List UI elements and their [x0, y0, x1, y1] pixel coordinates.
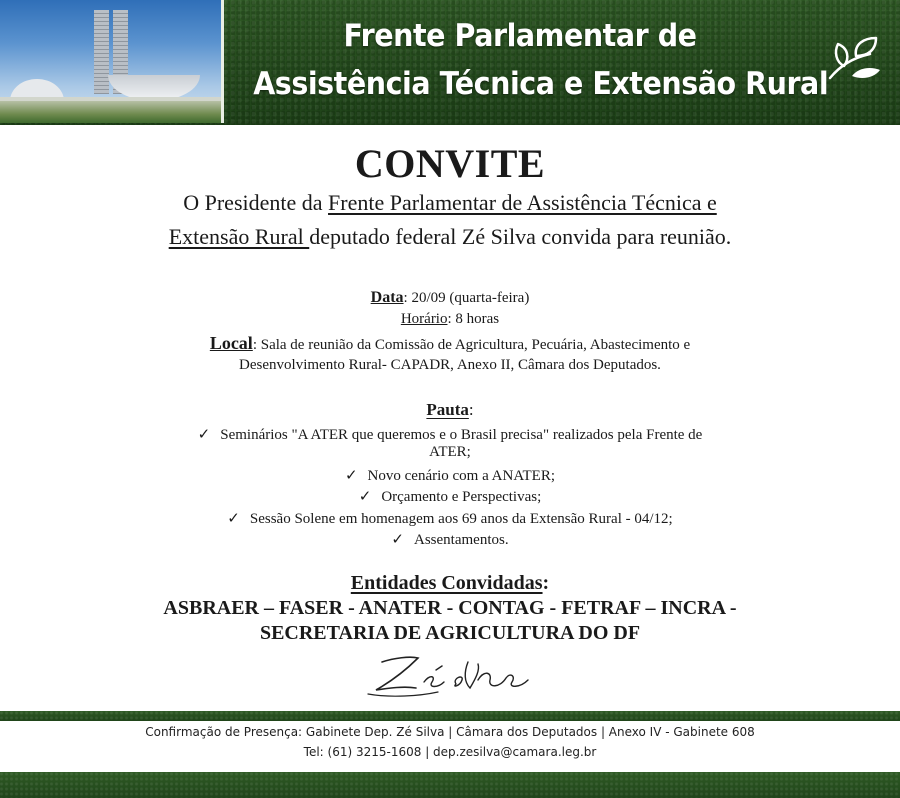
checkmark-icon: ✓: [227, 511, 240, 527]
time-line: [0, 311, 900, 328]
checkmark-icon: ✓: [344, 468, 358, 484]
checkmark-icon: ✓: [391, 532, 404, 548]
guests-heading-label: Entidades Convidadas: [350, 572, 543, 594]
header-title-line-2: Assistência Técnica e Extensão Rural: [253, 66, 829, 102]
place-value-1: : Sala de reunião da Comissão de Agricultura, Pecuária, Abastecimento e: [252, 337, 691, 353]
agenda-item-3: [0, 487, 900, 506]
agenda-item-4-text: Sessão Solene em homenagem aos 69 anos da Extensão Rural - 04/12;: [249, 511, 673, 527]
header-title: [253, 12, 829, 108]
agenda-item-5: [0, 530, 900, 549]
guests-line-1: ASBRAER – FASER - ANATER - CONTAG - FETRAF – INCRA -: [163, 597, 737, 619]
footer-contact-line-2: Tel: (61) 3215-1608 | dep.zesilva@camara.leg.br: [303, 745, 597, 759]
agenda-item-2: [0, 466, 900, 485]
footer-bottom-bar: [0, 772, 900, 798]
guests-heading: [0, 572, 900, 595]
header-banner: [0, 0, 900, 125]
leaf-icon: [826, 36, 882, 82]
agenda-item-1-continued: ATER;: [429, 444, 471, 460]
agenda-heading-colon: :: [468, 400, 474, 419]
agenda-heading-label: Pauta: [426, 400, 469, 419]
agenda-item-3-text: Orçamento e Perspectivas;: [381, 489, 542, 505]
signature: [360, 648, 540, 700]
agenda-heading: [0, 400, 900, 420]
time-label: Horário: [400, 311, 448, 327]
place-line-2: Desenvolvimento Rural- CAPADR, Anexo II, Câmara dos Deputados.: [239, 357, 661, 373]
intro-suffix: deputado federal Zé Silva convida para reunião.: [309, 224, 732, 249]
tower-left: [94, 10, 109, 94]
intro-line-1: [0, 190, 900, 216]
time-value: : 8 horas: [447, 311, 500, 327]
agenda-item-1: [0, 425, 900, 444]
invitation-title: CONVITE: [354, 141, 546, 186]
footer-contact-line-1: Confirmação de Presença: Gabinete Dep. Zé Silva | Câmara dos Deputados | Anexo IV - Gabinete 608: [145, 725, 755, 739]
agenda-item-1-text: Seminários "A ATER que queremos e o Brasil precisa" realizados pela Frente de: [220, 427, 703, 443]
date-value: : 20/09 (quarta-feira): [403, 290, 530, 306]
guests-line-2: SECRETARIA DE AGRICULTURA DO DF: [259, 622, 641, 644]
front-name-part-2: Extensão Rural: [168, 224, 310, 249]
date-label: Data: [370, 289, 404, 306]
ground: [0, 101, 221, 123]
agenda-item-5-text: Assentamentos.: [414, 532, 509, 548]
front-name-part-1: Frente Parlamentar de Assistência Técnica e: [328, 190, 717, 215]
footer-top-bar: [0, 711, 900, 721]
intro-line-2: [0, 224, 900, 250]
congresso-nacional-photo: [0, 0, 224, 123]
agenda-item-4: [0, 509, 900, 528]
intro-prefix: O Presidente da: [183, 190, 329, 215]
guests-heading-colon: :: [542, 572, 550, 594]
checkmark-icon: ✓: [358, 489, 372, 505]
agenda-item-2-text: Novo cenário com a ANATER;: [367, 468, 556, 484]
place-line-1: [0, 333, 900, 354]
checkmark-icon: ✓: [197, 427, 211, 443]
place-label: Local: [209, 333, 253, 353]
date-line: [0, 289, 900, 307]
header-title-line-1: Frente Parlamentar de: [343, 18, 697, 54]
